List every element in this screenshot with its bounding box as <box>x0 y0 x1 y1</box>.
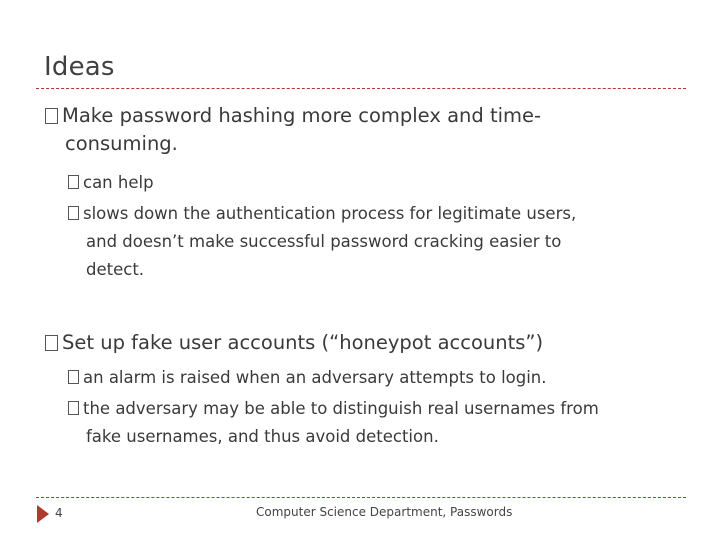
bullet-2 <box>45 329 675 357</box>
sub-bullet-2-1 <box>68 364 683 392</box>
square-bullet-icon <box>68 370 79 384</box>
triangle-marker-icon <box>37 505 49 523</box>
footer-text: Computer Science Department, Passwords <box>256 505 513 519</box>
sub-bullet-1-1-line-1: can help <box>68 169 683 197</box>
square-bullet-icon <box>68 401 79 415</box>
bullet-1-line-2: consuming. <box>65 132 178 155</box>
square-bullet-icon <box>68 175 79 189</box>
sub-bullet-1-2-line-3: detect. <box>86 260 145 279</box>
bullet-1 <box>45 102 675 158</box>
slide-title: Ideas <box>44 52 115 82</box>
footer-divider <box>36 497 686 498</box>
square-bullet-icon <box>68 206 79 220</box>
sub-bullet-1-2-line-2: and doesn’t make successful password cracking easier to <box>86 232 562 251</box>
sub-bullet-2-2-line-1: the adversary may be able to distinguish real usernames from <box>68 395 683 423</box>
title-divider <box>36 88 686 89</box>
sub-bullet-2-2-line-2: fake usernames, and thus avoid detection. <box>86 427 439 446</box>
sub-bullet-2-2 <box>68 395 683 451</box>
square-bullet-icon <box>45 108 58 124</box>
bullet-1-line-1: Make password hashing more complex and time- <box>45 102 675 130</box>
sub-bullet-2-1-line-1: an alarm is raised when an adversary attempts to login. <box>68 364 683 392</box>
sub-bullet-1-2 <box>68 200 683 284</box>
sub-bullet-1-2-line-1: slows down the authentication process for legitimate users, <box>68 200 683 228</box>
sub-bullet-1-1 <box>68 169 683 197</box>
square-bullet-icon <box>45 335 58 351</box>
bullet-2-line-1: Set up fake user accounts (“honeypot accounts”) <box>45 329 675 357</box>
page-number: 4 <box>55 506 63 520</box>
